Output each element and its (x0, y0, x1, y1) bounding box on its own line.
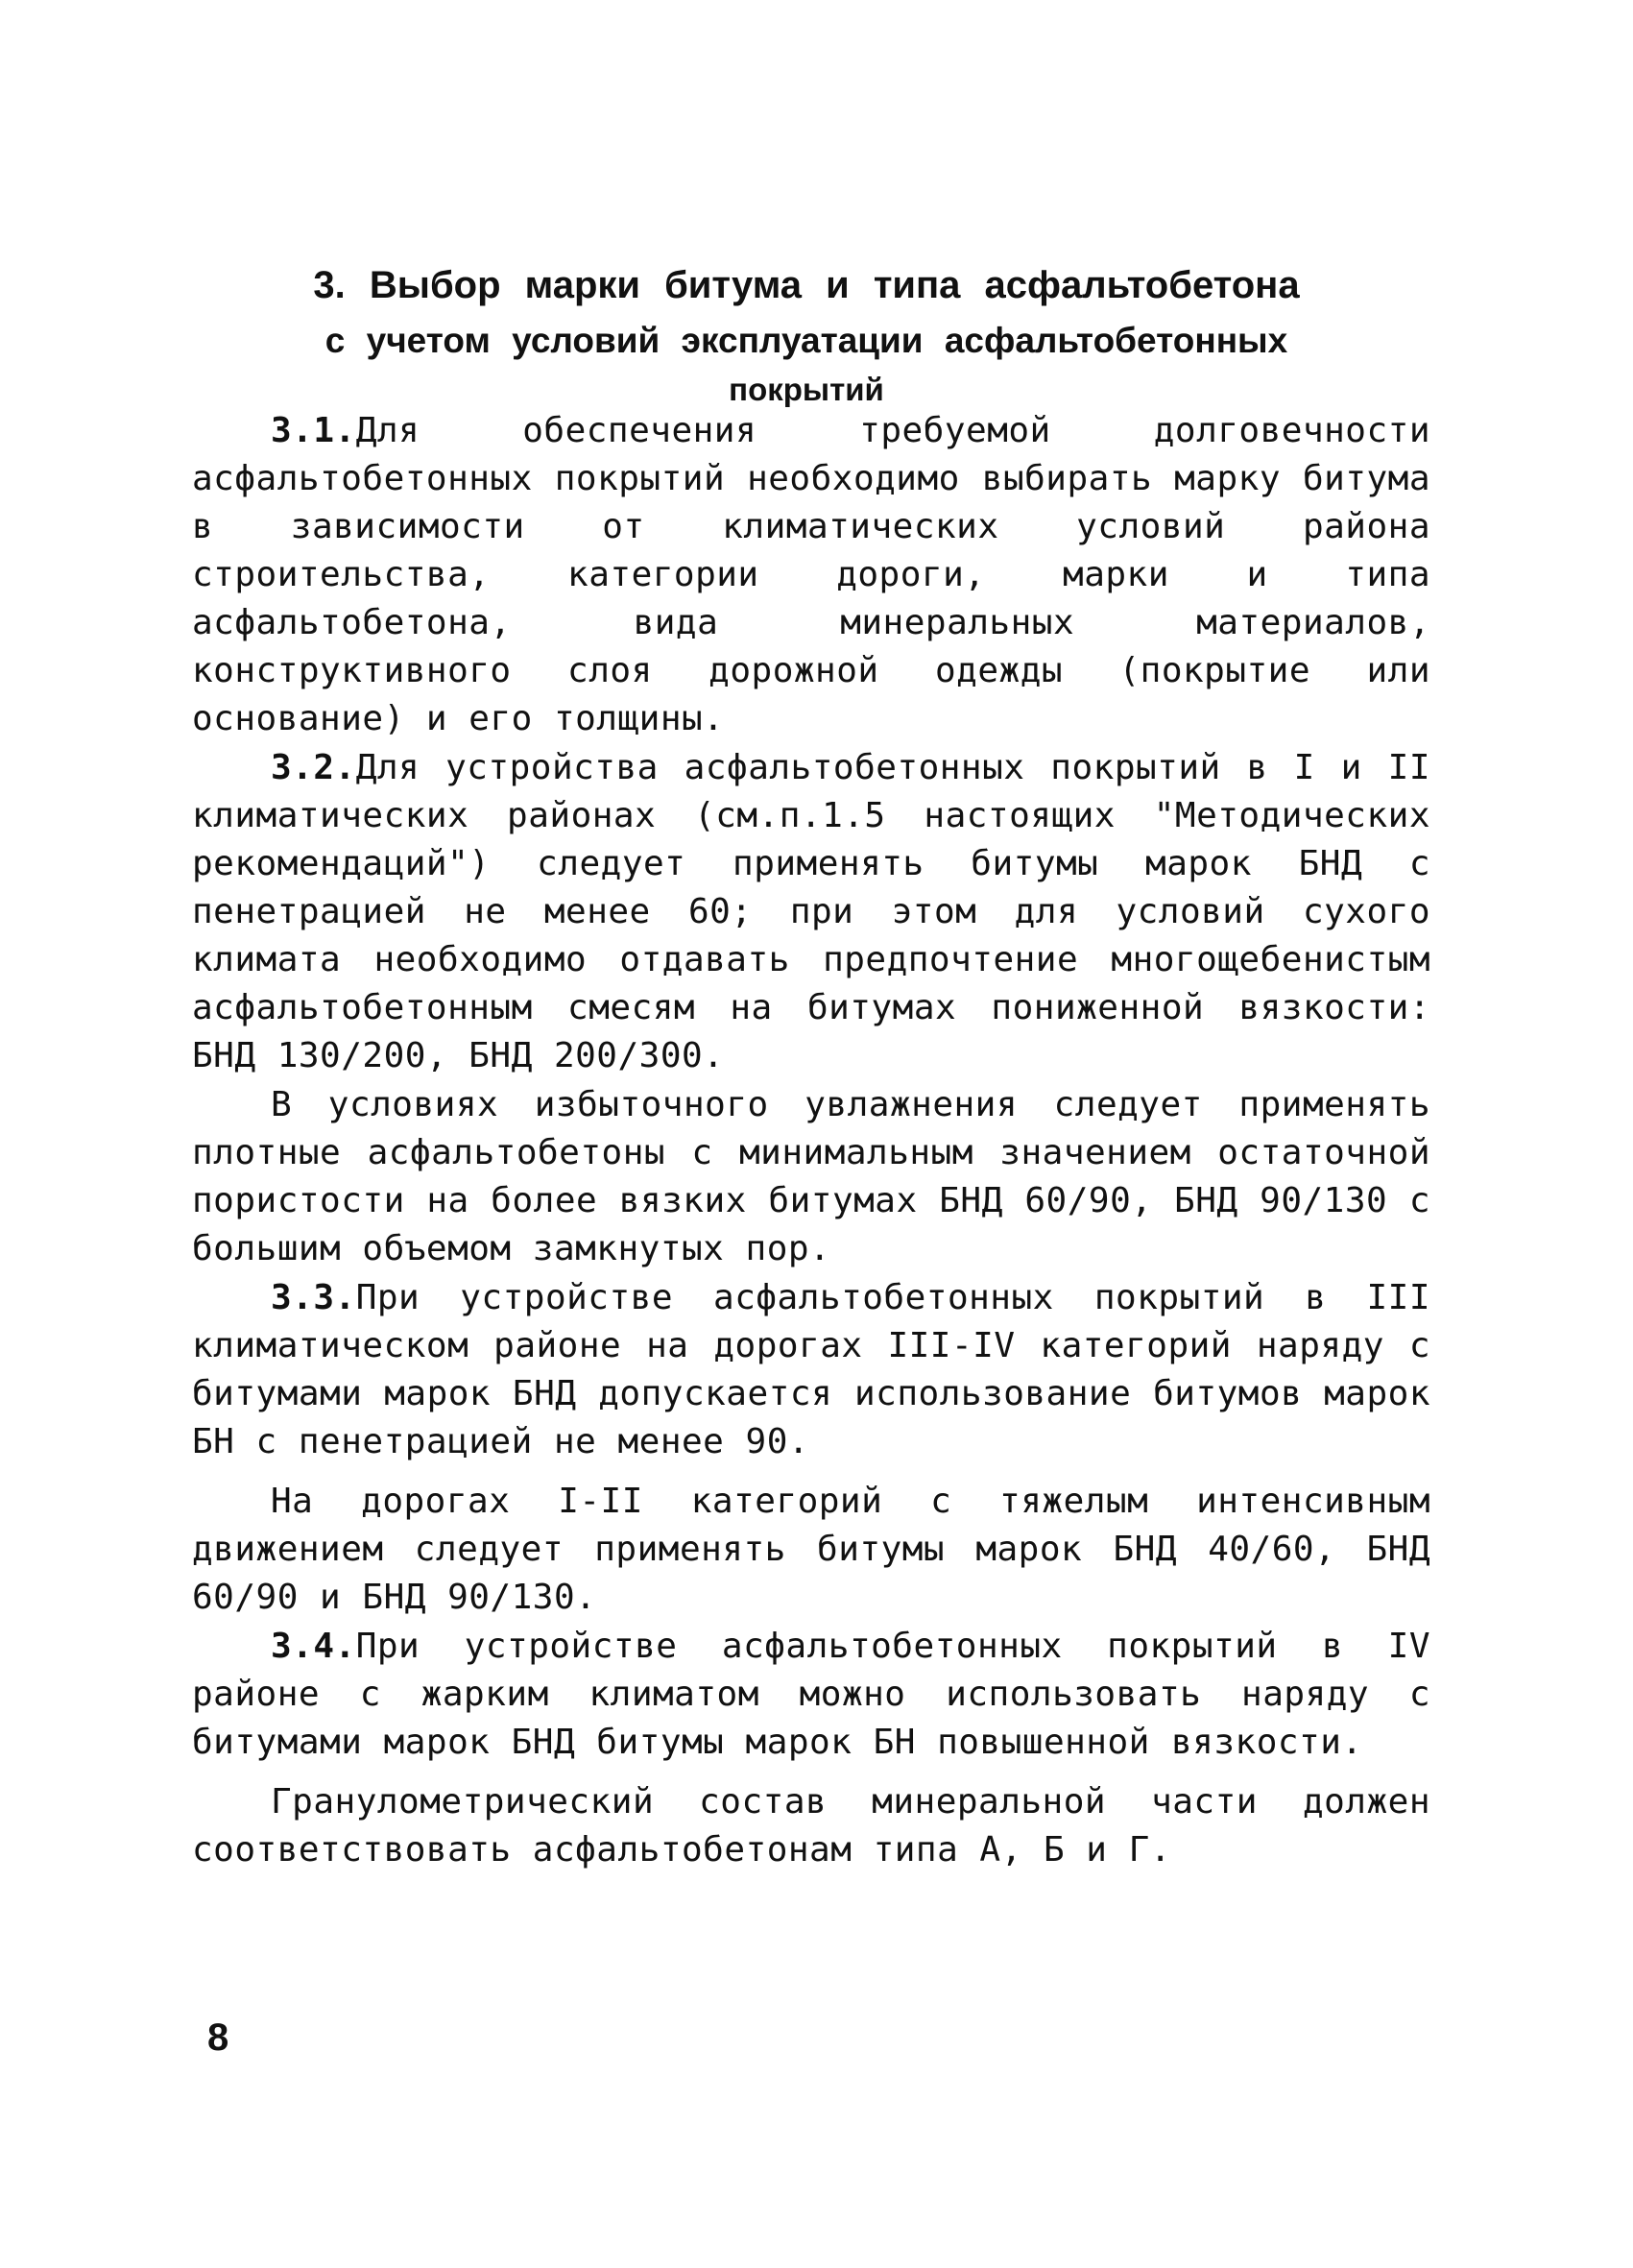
section-heading (250, 257, 1363, 411)
paragraph-text: Для устройства асфальтобетонных покрытий в I и II климатических районах (см.п.1.5 настоящих "Методических рекомендаций") следует применять битумы марок БНД с пенетрацией не менее 60; при этом для условий сухого климата необходимо отдавать предпочтение многощебенистым асфальтобетонным смесям на битумах пониженной вязкости: БНД 130/200, БНД 200/300. (192, 748, 1430, 1075)
paragraph-number: 3.3. (271, 1278, 356, 1317)
paragraph-3-4 (192, 1623, 1430, 1767)
paragraph-text: На дорогах I-II категорий с тяжелым интенсивным движением следует применять битумы марок БНД 40/60, БНД 60/90 и БНД 90/130. (192, 1482, 1430, 1617)
paragraph-text: При устройстве асфальтобетонных покрытий в III климатическом районе на дорогах III-IV категорий наряду с битумами марок БНД допускается использование битумов марок БН с пенетрацией не менее 90. (192, 1278, 1430, 1461)
paragraph-text: Для обеспечения требуемой долговечности асфальтобетонных покрытий необходимо выбирать марку битума в зависимости от климатических условий района строительства, категории дороги, марки и типа асфальтобетона, вида минеральных материалов, конструктивного слоя дорожной одежды (покрытие или основание) и его толщины. (192, 411, 1430, 738)
paragraph-3-2 (192, 744, 1430, 1080)
paragraph-humid-climate (192, 1081, 1430, 1273)
paragraph-3-3 (192, 1274, 1430, 1466)
paragraph-text: В условиях избыточного увлажнения следует применять плотные асфальтобетоны с минимальным значением остаточной пористости на более вязких битумах БНД 60/90, БНД 90/130 с большим объемом замкнутых пор. (192, 1085, 1430, 1268)
paragraph-number: 3.4. (271, 1627, 356, 1666)
paragraph-3-1 (192, 407, 1430, 743)
paragraph-heavy-traffic (192, 1478, 1430, 1622)
paragraph-text: Гранулометрический состав минеральной части должен соответствовать асфальтобетонам типа А, Б и Г. (192, 1782, 1430, 1870)
page-number: 8 (207, 2016, 229, 2059)
paragraph-granulometry (192, 1778, 1430, 1874)
heading-line-2: с учетом условий эксплуатации асфальтобетонных (324, 321, 1288, 360)
paragraph-number: 3.2. (271, 748, 356, 787)
heading-line-1: 3. Выбор марки битума и типа асфальтобетона (313, 264, 1300, 306)
heading-line-3: покрытий (729, 372, 884, 407)
body-text (192, 407, 1430, 1875)
paragraph-text: При устройстве асфальтобетонных покрытий в IV районе с жарким климатом можно использовать наряду с битумами марок БНД битумы марок БН повышенной вязкости. (192, 1627, 1430, 1762)
paragraph-number: 3.1. (271, 411, 356, 450)
